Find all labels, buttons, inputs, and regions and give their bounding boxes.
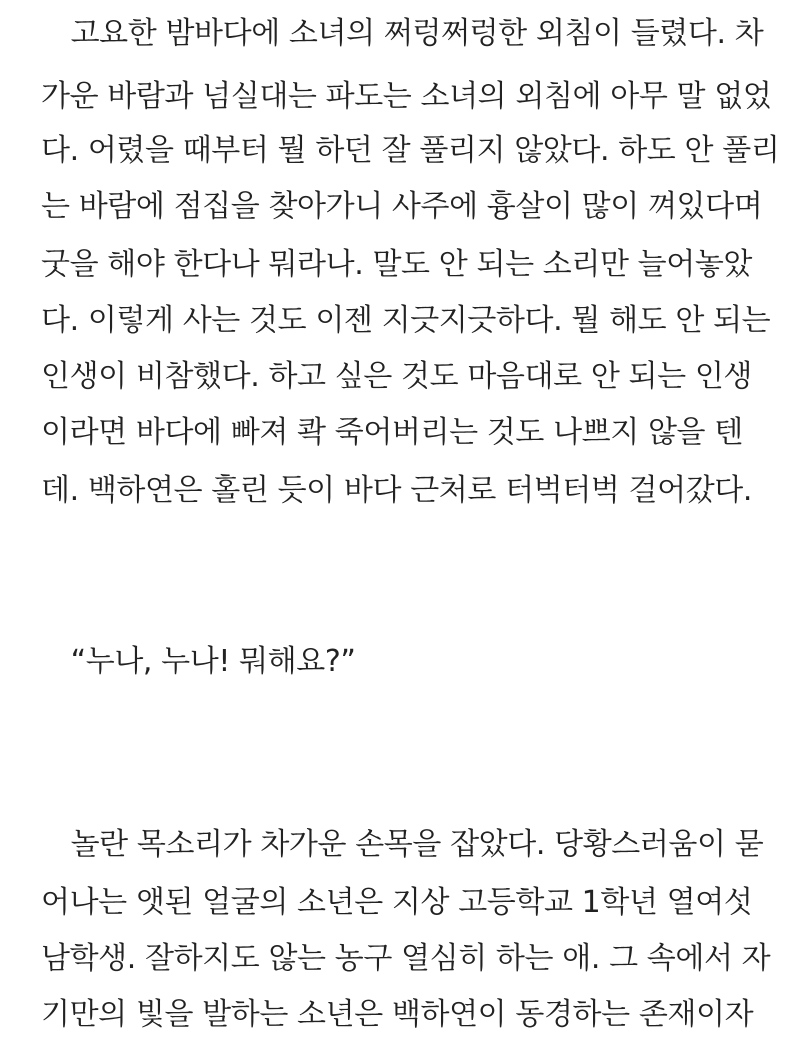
text-line: 고요한 밤바다에 소녀의 쩌렁쩌렁한 외침이 들렸다. 차 (41, 16, 764, 51)
text-line: 어나는 앳된 얼굴의 소년은 지상 고등학교 1학년 열여섯 (41, 885, 753, 920)
text-line: 놀란 목소리가 차가운 손목을 잡았다. 당황스러움이 묻 (41, 827, 764, 862)
dialogue-line: “누나, 누나! 뭐해요?” (41, 644, 356, 679)
text-line: 인생이 비참했다. 하고 싶은 것도 마음대로 안 되는 인생 (41, 359, 752, 394)
text-line: 굿을 해야 한다나 뭐라나. 말도 안 되는 소리만 늘어놓았 (41, 247, 752, 282)
text-line: 남학생. 잘하지도 않는 농구 열심히 하는 애. 그 속에서 자 (41, 941, 771, 976)
text-line: 데. 백하연은 홀린 듯이 바다 근처로 터벅터벅 걸어갔다. (41, 473, 752, 508)
text-line: 다. 이렇게 사는 것도 이젠 지긋지긋하다. 뭘 해도 안 되는 (41, 303, 771, 338)
text-line: 는 바람에 점집을 찾아가니 사주에 흉살이 많이 껴있다며 (41, 189, 763, 224)
text-line: 이라면 바다에 빠져 콱 죽어버리는 것도 나쁘지 않을 텐 (41, 415, 743, 450)
text-line: 기만의 빛을 발하는 소년은 백하연이 동경하는 존재이자 (41, 997, 754, 1032)
text-line: 가운 바람과 넘실대는 파도는 소녀의 외침에 아무 말 없었 (41, 79, 772, 114)
text-line: 다. 어렸을 때부터 뭘 하던 잘 풀리지 않았다. 하도 안 풀리 (41, 133, 780, 168)
